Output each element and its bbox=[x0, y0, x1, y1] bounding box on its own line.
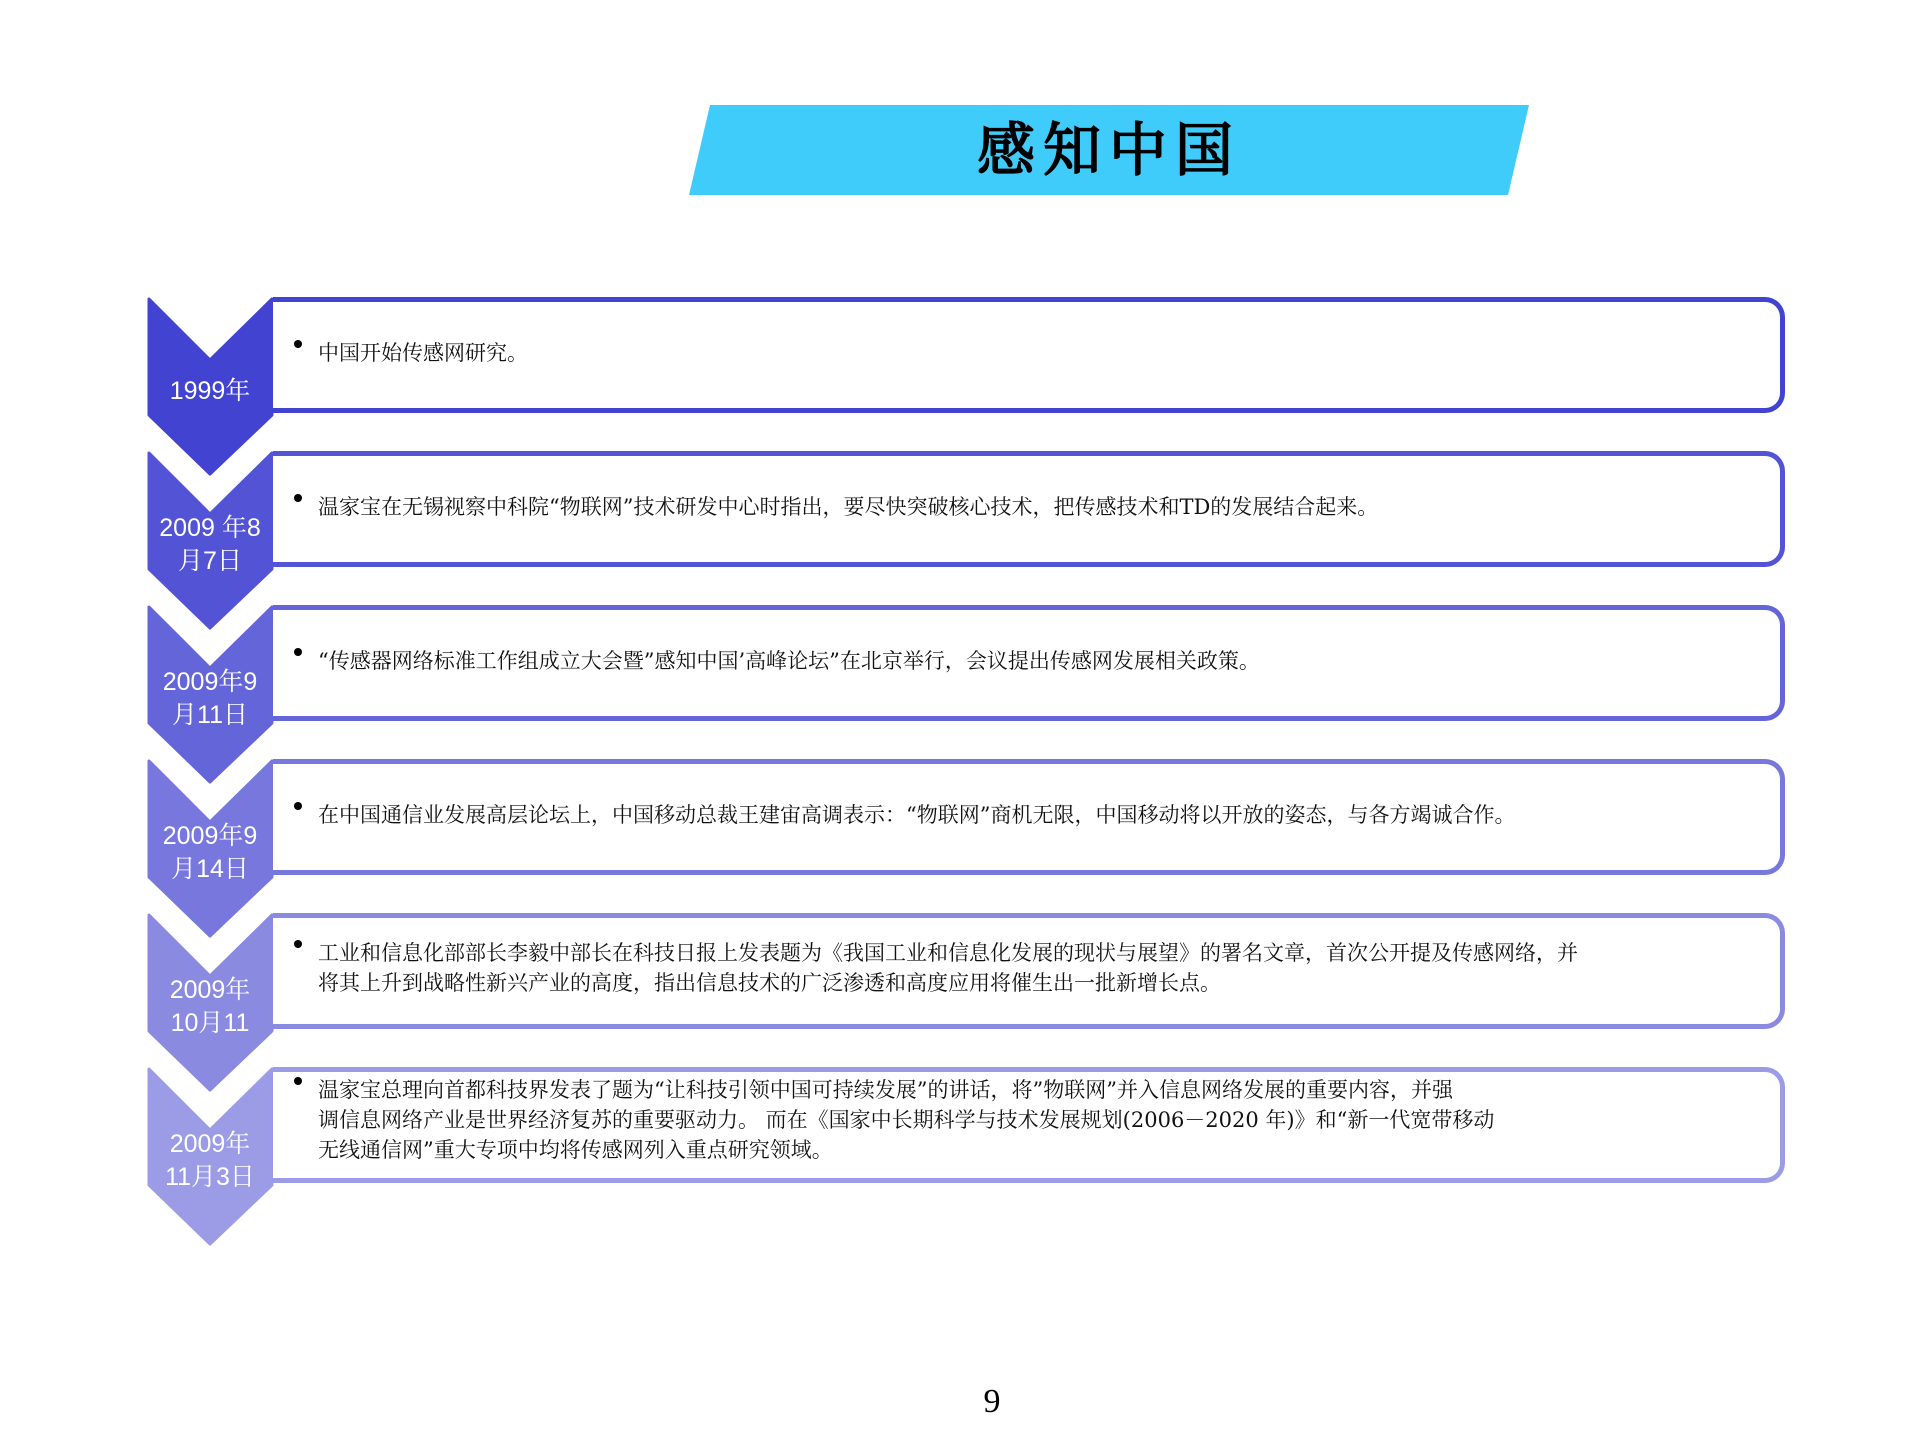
event-date-line: 月7日 bbox=[178, 547, 242, 575]
event-description-line: 调信息网络产业是世界经济复苏的重要驱动力。 而在《国家中长期科学与技术发展规划(2006－2020 年)》和“新一代宽带移动 bbox=[318, 1108, 1495, 1132]
page-number: 9 bbox=[983, 1383, 1001, 1420]
event-description-line: 温家宝在无锡视察中科院“物联网”技术研发中心时指出，要尽快突破核心技术，把传感技术和TD的发展结合起来。 bbox=[318, 495, 1379, 519]
bullet-icon bbox=[294, 494, 302, 502]
bullet-icon bbox=[294, 340, 302, 348]
bullet-icon bbox=[294, 1077, 302, 1085]
event-description bbox=[318, 338, 1773, 368]
event-description-line: 中国开始传感网研究。 bbox=[318, 341, 528, 365]
event-description bbox=[318, 492, 1773, 522]
timeline-row bbox=[0, 451, 1920, 631]
timeline-row bbox=[0, 759, 1920, 939]
event-description-line: 温家宝总理向首都科技界发表了题为“让科技引领中国可持续发展”的讲话，将”物联网”并入信息网络发展的重要内容，并强 bbox=[318, 1078, 1453, 1102]
timeline-row bbox=[0, 1067, 1920, 1247]
event-description bbox=[318, 800, 1773, 830]
event-date-line: 2009年9 bbox=[162, 668, 258, 696]
event-description bbox=[318, 938, 1773, 998]
event-date-line: 月11日 bbox=[172, 701, 248, 729]
event-date-line: 11月3日 bbox=[165, 1163, 255, 1191]
event-date-line: 1999年 bbox=[169, 376, 251, 405]
event-date bbox=[147, 974, 273, 1040]
event-date-line: 2009年9 bbox=[162, 822, 258, 850]
page-title: 感知中国 bbox=[976, 116, 1241, 184]
event-description bbox=[318, 646, 1773, 676]
event-description-line: 无线通信网”重大专项中均将传感网列入重点研究领域。 bbox=[318, 1138, 833, 1162]
bullet-icon bbox=[294, 802, 302, 810]
event-date-line: 2009年 bbox=[169, 1130, 251, 1158]
event-description bbox=[318, 1075, 1773, 1165]
event-date bbox=[147, 666, 273, 732]
event-date-line: 2009 年8 bbox=[159, 514, 261, 542]
bullet-icon bbox=[294, 940, 302, 948]
event-description-line: 在中国通信业发展高层论坛上，中国移动总裁王建宙高调表示：“物联网”商机无限，中国移动将以开放的姿态，与各方竭诚合作。 bbox=[318, 803, 1516, 827]
event-description-line: “传感器网络标准工作组成立大会暨”感知中国’高峰论坛”在北京举行，会议提出传感网发展相关政策。 bbox=[318, 649, 1260, 673]
timeline-row bbox=[0, 297, 1920, 477]
event-date-line: 2009年 bbox=[169, 976, 251, 1004]
event-date bbox=[147, 820, 273, 886]
bullet-icon bbox=[294, 648, 302, 656]
timeline-row bbox=[0, 913, 1920, 1093]
event-date bbox=[147, 375, 273, 408]
event-date-line: 10月11 bbox=[170, 1009, 250, 1037]
event-date bbox=[147, 512, 273, 578]
timeline-row bbox=[0, 605, 1920, 785]
event-description-line: 工业和信息化部部长李毅中部长在科技日报上发表题为《我国工业和信息化发展的现状与展望》的署名文章，首次公开提及传感网络，并 bbox=[318, 941, 1578, 965]
event-date bbox=[147, 1128, 273, 1194]
event-date-line: 月14日 bbox=[171, 855, 249, 883]
event-description-line: 将其上升到战略性新兴产业的高度，指出信息技术的广泛渗透和高度应用将催生出一批新增长点。 bbox=[318, 971, 1221, 995]
